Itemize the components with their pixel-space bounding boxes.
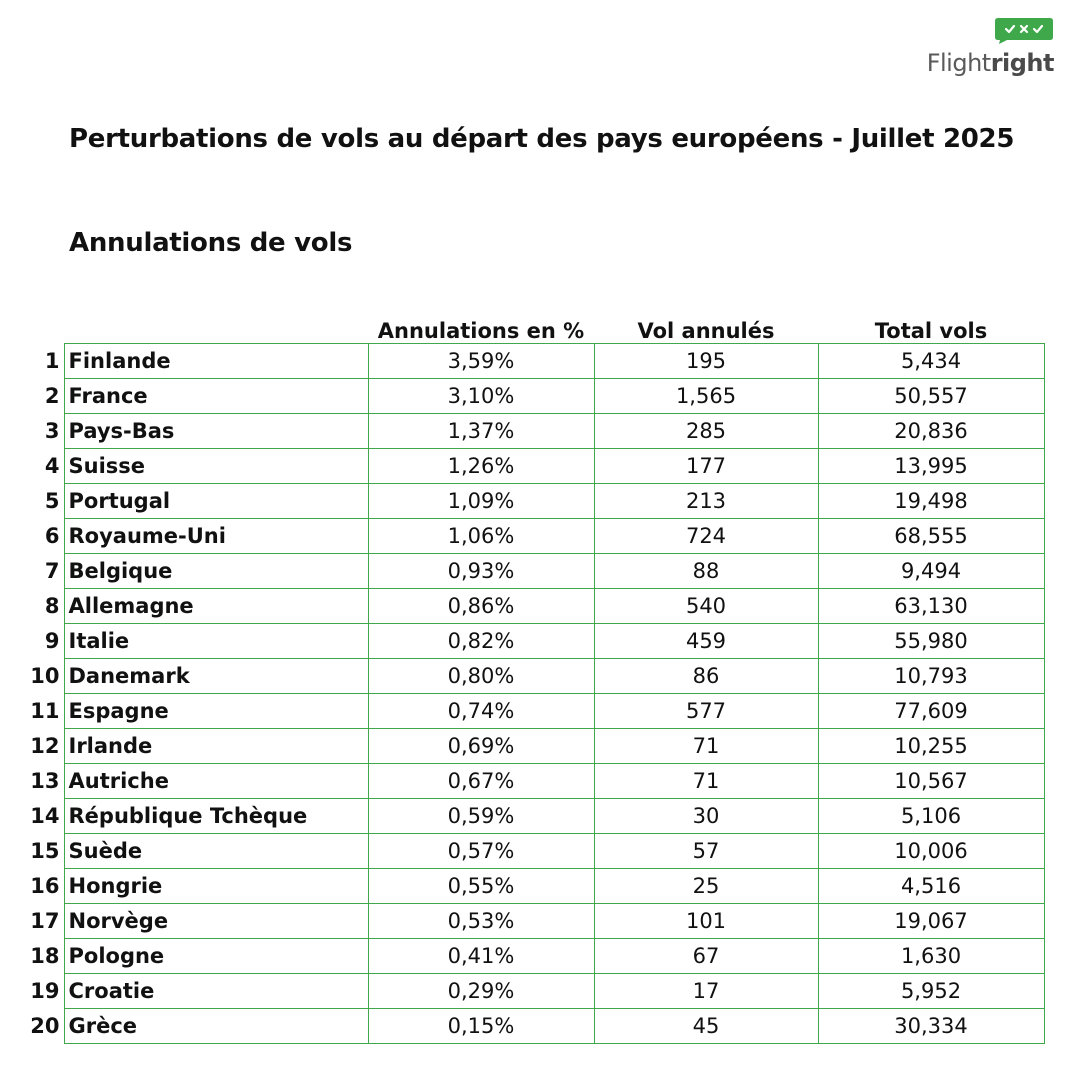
row-percent: 1,37% [368, 414, 594, 449]
row-total: 77,609 [818, 694, 1044, 729]
row-rank: 18 [30, 944, 60, 968]
row-percent: 0,93% [368, 554, 594, 589]
table-row [22, 939, 1044, 974]
row-cancelled: 17 [594, 974, 818, 1009]
row-country: Danemark [64, 659, 368, 694]
row-cancelled: 459 [594, 624, 818, 659]
brand-name-bold: right [990, 49, 1054, 77]
table-row [22, 694, 1044, 729]
row-cancelled: 285 [594, 414, 818, 449]
row-rank: 11 [30, 699, 60, 723]
row-cancelled: 724 [594, 519, 818, 554]
row-total: 10,255 [818, 729, 1044, 764]
row-cancelled: 71 [594, 764, 818, 799]
brand-name-light: Flight [926, 49, 991, 77]
row-rank: 6 [44, 524, 60, 548]
row-total: 5,952 [818, 974, 1044, 1009]
row-country: Pays-Bas [64, 414, 368, 449]
row-total: 30,334 [818, 1009, 1044, 1044]
row-rank: 3 [44, 419, 60, 443]
section-title: Annulations de vols [69, 228, 353, 258]
table-row [22, 484, 1044, 519]
row-country: Belgique [64, 554, 368, 589]
row-percent: 0,67% [368, 764, 594, 799]
row-rank: 1 [44, 349, 60, 373]
row-country: Suède [64, 834, 368, 869]
row-country: République Tchèque [64, 799, 368, 834]
row-percent: 1,06% [368, 519, 594, 554]
row-country: Norvège [64, 904, 368, 939]
row-rank: 5 [44, 489, 60, 513]
row-cancelled: 177 [594, 449, 818, 484]
row-total: 13,995 [818, 449, 1044, 484]
row-country: Irlande [64, 729, 368, 764]
table-row [22, 764, 1044, 799]
row-total: 50,557 [818, 379, 1044, 414]
row-total: 10,567 [818, 764, 1044, 799]
table-row [22, 659, 1044, 694]
row-rank: 8 [44, 594, 60, 618]
row-percent: 3,10% [368, 379, 594, 414]
row-rank: 17 [30, 909, 60, 933]
brand-name [927, 49, 1054, 77]
table-row [22, 904, 1044, 939]
row-country: Italie [64, 624, 368, 659]
header-rank [22, 311, 64, 344]
table-row [22, 834, 1044, 869]
page-title: Perturbations de vols au départ des pays européens - Juillet 2025 [69, 124, 1015, 154]
table-row [22, 589, 1044, 624]
row-total: 20,836 [818, 414, 1044, 449]
row-rank: 15 [30, 839, 60, 863]
row-percent: 0,86% [368, 589, 594, 624]
row-rank: 12 [30, 734, 60, 758]
row-country: Pologne [64, 939, 368, 974]
table-row [22, 869, 1044, 904]
row-country: Finlande [64, 344, 368, 379]
row-rank: 20 [30, 1014, 60, 1038]
row-percent: 0,69% [368, 729, 594, 764]
row-rank: 13 [30, 769, 60, 793]
row-country: Portugal [64, 484, 368, 519]
row-percent: 0,74% [368, 694, 594, 729]
row-percent: 0,29% [368, 974, 594, 1009]
row-percent: 0,80% [368, 659, 594, 694]
row-total: 4,516 [818, 869, 1044, 904]
row-total: 63,130 [818, 589, 1044, 624]
row-cancelled: 30 [594, 799, 818, 834]
header-total: Total vols [874, 319, 988, 343]
row-cancelled: 88 [594, 554, 818, 589]
row-cancelled: 86 [594, 659, 818, 694]
table-row [22, 974, 1044, 1009]
row-total: 10,006 [818, 834, 1044, 869]
row-percent: 0,57% [368, 834, 594, 869]
row-country: Espagne [64, 694, 368, 729]
table-row [22, 414, 1044, 449]
header-country [64, 311, 368, 344]
row-percent: 1,26% [368, 449, 594, 484]
row-rank: 16 [30, 874, 60, 898]
row-percent: 0,41% [368, 939, 594, 974]
table-body [22, 344, 1044, 1044]
row-total: 9,494 [818, 554, 1044, 589]
row-cancelled: 540 [594, 589, 818, 624]
row-country: Croatie [64, 974, 368, 1009]
row-country: Royaume-Uni [64, 519, 368, 554]
table-header-row [22, 311, 1044, 344]
row-cancelled: 57 [594, 834, 818, 869]
table-row [22, 519, 1044, 554]
row-cancelled: 71 [594, 729, 818, 764]
row-rank: 7 [44, 559, 60, 583]
table-row [22, 799, 1044, 834]
row-country: Autriche [64, 764, 368, 799]
row-rank: 14 [30, 804, 60, 828]
cancellations-table-wrapper [22, 311, 1045, 1044]
row-cancelled: 213 [594, 484, 818, 519]
header-cancelled: Vol annulés [637, 319, 775, 343]
row-rank: 9 [44, 629, 60, 653]
row-percent: 3,59% [368, 344, 594, 379]
row-country: Suisse [64, 449, 368, 484]
flightright-logo [926, 18, 1056, 80]
row-percent: 0,82% [368, 624, 594, 659]
row-rank: 2 [44, 384, 60, 408]
table-row [22, 449, 1044, 484]
header-percent: Annulations en % [377, 319, 585, 343]
table-row [22, 729, 1044, 764]
table-row [22, 624, 1044, 659]
row-rank: 10 [30, 664, 60, 688]
row-cancelled: 101 [594, 904, 818, 939]
row-total: 10,793 [818, 659, 1044, 694]
row-cancelled: 67 [594, 939, 818, 974]
row-cancelled: 45 [594, 1009, 818, 1044]
row-total: 68,555 [818, 519, 1044, 554]
row-total: 1,630 [818, 939, 1044, 974]
row-cancelled: 25 [594, 869, 818, 904]
row-total: 5,434 [818, 344, 1044, 379]
row-percent: 0,53% [368, 904, 594, 939]
row-cancelled: 195 [594, 344, 818, 379]
row-total: 19,498 [818, 484, 1044, 519]
row-rank: 4 [44, 454, 60, 478]
row-cancelled: 1,565 [594, 379, 818, 414]
row-percent: 0,15% [368, 1009, 594, 1044]
row-total: 5,106 [818, 799, 1044, 834]
table-row [22, 554, 1044, 589]
cancellations-table [22, 311, 1045, 1044]
table-row [22, 1009, 1044, 1044]
table-row [22, 379, 1044, 414]
row-percent: 1,09% [368, 484, 594, 519]
row-percent: 0,59% [368, 799, 594, 834]
row-country: Hongrie [64, 869, 368, 904]
row-total: 55,980 [818, 624, 1044, 659]
row-cancelled: 577 [594, 694, 818, 729]
table-row [22, 344, 1044, 379]
row-total: 19,067 [818, 904, 1044, 939]
row-country: France [64, 379, 368, 414]
checkmark-badge-icon [995, 18, 1053, 44]
row-rank: 19 [30, 979, 60, 1003]
row-country: Grèce [64, 1009, 368, 1044]
row-percent: 0,55% [368, 869, 594, 904]
row-country: Allemagne [64, 589, 368, 624]
